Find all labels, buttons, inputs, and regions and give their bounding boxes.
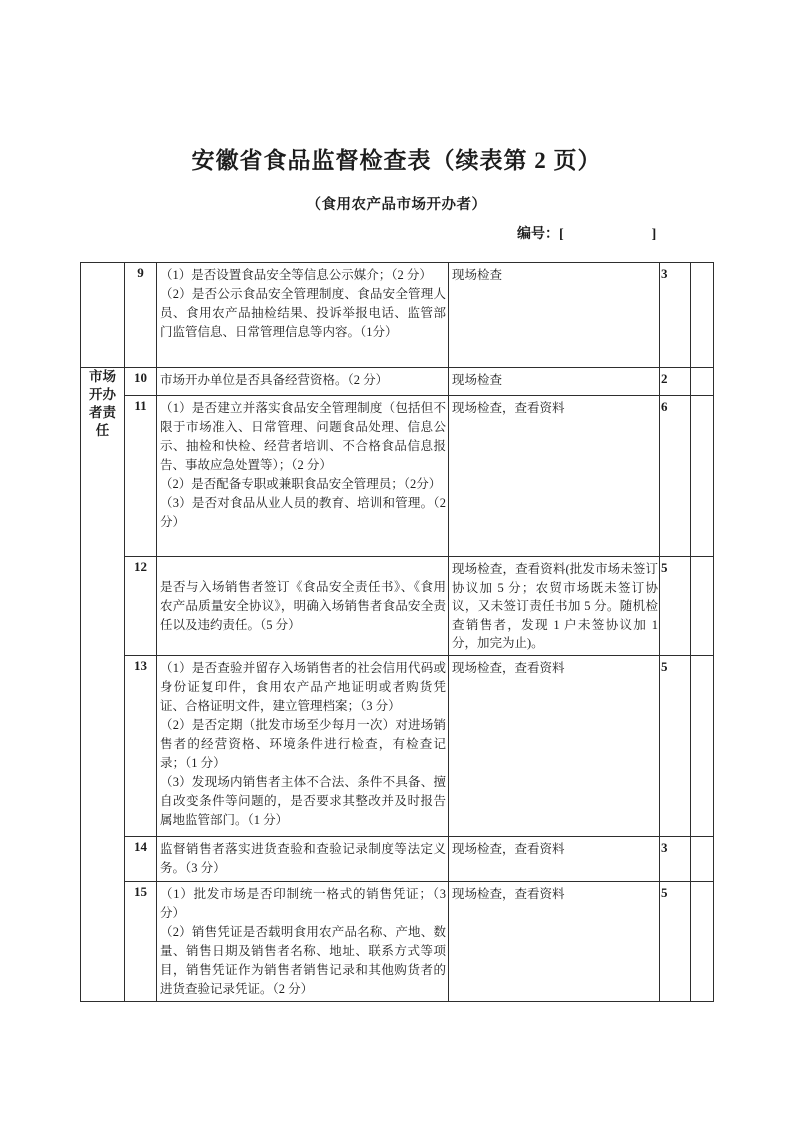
table-row xyxy=(81,557,714,656)
item-cell xyxy=(157,263,449,368)
item-text: 监督销售者落实进货查验和查验记录制度等法定义务。（3 分） xyxy=(160,841,446,875)
item-text: （1）是否建立并落实食品安全管理制度（包括但不限于市场准入、日常管理、问题食品处理、信息公示、抽检和快检、经营者培训、不合格食品信息报告、事故应急处置等）；（2 分） xyxy=(160,401,446,472)
code-bracket-close: ] xyxy=(651,227,657,242)
row-number-cell: 11 xyxy=(125,396,157,557)
blank-cell xyxy=(691,263,714,368)
row-number-cell: 15 xyxy=(125,881,157,1001)
score-cell: 3 xyxy=(660,836,691,881)
row-number-cell: 12 xyxy=(125,557,157,656)
item-text: （1）是否查验并留存入场销售者的社会信用代码或身份证复印件，食用农产品产地证明或者购货凭证、合格证明文件，建立管理档案；（3 分） xyxy=(160,660,446,713)
item-text: （1）批发市场是否印制统一格式的销售凭证；（3 分） xyxy=(160,886,446,920)
item-text: 是否与入场销售者签订《食品安全责任书》、《食用农产品质量安全协议》，明确入场销售者食品安全责任以及违约责任。（5 分） xyxy=(160,579,446,632)
table-row xyxy=(81,836,714,881)
item-text: 市场开办单位是否具备经营资格。（2 分） xyxy=(160,373,389,387)
item-text: （3）是否对食品从业人员的教育、培训和管理。（2 分） xyxy=(160,496,446,529)
method-cell: 现场检查，查看资料 xyxy=(449,396,660,557)
category-cell xyxy=(81,368,125,1002)
method-cell: 现场检查，查看资料 xyxy=(449,881,660,1001)
table-row xyxy=(81,655,714,836)
score-cell: 5 xyxy=(660,881,691,1001)
code-bracket-open: [ xyxy=(559,227,564,242)
code-label: 编号： xyxy=(517,227,559,242)
page-subtitle: （食用农产品市场开办者） xyxy=(306,197,487,213)
code-field xyxy=(517,223,656,243)
row-number-cell: 10 xyxy=(125,368,157,396)
score-cell: 6 xyxy=(660,396,691,557)
item-cell xyxy=(157,396,449,557)
method-cell: 现场检查 xyxy=(449,368,660,396)
row-number-cell: 13 xyxy=(125,655,157,836)
blank-cell xyxy=(691,655,714,836)
table-row xyxy=(81,881,714,1001)
item-text: （2）是否定期（批发市场至少每月一次）对进场销售者的经营资格、环境条件进行检查，有检查记录；（1 分） xyxy=(160,717,446,770)
blank-cell xyxy=(691,836,714,881)
item-cell xyxy=(157,881,449,1001)
item-cell xyxy=(157,655,449,836)
score-cell: 3 xyxy=(660,263,691,368)
blank-cell xyxy=(691,557,714,656)
page-title: 安徽省食品监督检查表（续表第 2 页） xyxy=(191,148,602,173)
item-cell xyxy=(157,368,449,396)
score-cell: 5 xyxy=(660,655,691,836)
blank-cell xyxy=(691,881,714,1001)
row-number-cell: 9 xyxy=(125,263,157,368)
blank-cell xyxy=(691,396,714,557)
item-cell xyxy=(157,836,449,881)
item-cell xyxy=(157,557,449,656)
method-cell: 现场检查，查看资料(批发市场未签订协议加 5 分；农贸市场既未签订协议，又未签订责任书加 5 分。随机检查销售者，发现 1 户未签协议加 1 分，加完为止)。 xyxy=(449,557,660,656)
row-number-cell: 14 xyxy=(125,836,157,881)
table-row xyxy=(81,368,714,396)
item-text: （2）是否公示食品安全管理制度、食品安全管理人员、食用农产品抽检结果、投诉举报电话、监管部门监管信息、日常管理信息等内容。（1分） xyxy=(160,287,446,339)
table-row xyxy=(81,263,714,368)
category-label: 市场开办者责任 xyxy=(89,369,116,438)
item-text: （2）销售凭证是否载明食用农产品名称、产地、数量、销售日期及销售者名称、地址、联系方式等项目，销售凭证作为销售者销售记录和其他购货者的进货查验记录凭证。（2 分） xyxy=(160,924,446,996)
table-row xyxy=(81,396,714,557)
blank-cell xyxy=(691,368,714,396)
item-text: （3）发现场内销售者主体不合法、条件不具备、擅自改变条件等问题的，是否要求其整改并及时报告属地监管部门。（1 分） xyxy=(160,774,446,827)
method-cell: 现场检查，查看资料 xyxy=(449,655,660,836)
method-cell: 现场检查 xyxy=(449,263,660,368)
method-cell: 现场检查，查看资料 xyxy=(449,836,660,881)
score-cell: 5 xyxy=(660,557,691,656)
score-cell: 2 xyxy=(660,368,691,396)
inspection-table xyxy=(80,262,714,1002)
item-text: （2）是否配备专职或兼职食品安全管理员；（2分） xyxy=(160,477,442,491)
category-cell-empty xyxy=(81,263,125,368)
item-text: （1）是否设置食品安全等信息公示媒介；（2 分） xyxy=(160,268,432,282)
